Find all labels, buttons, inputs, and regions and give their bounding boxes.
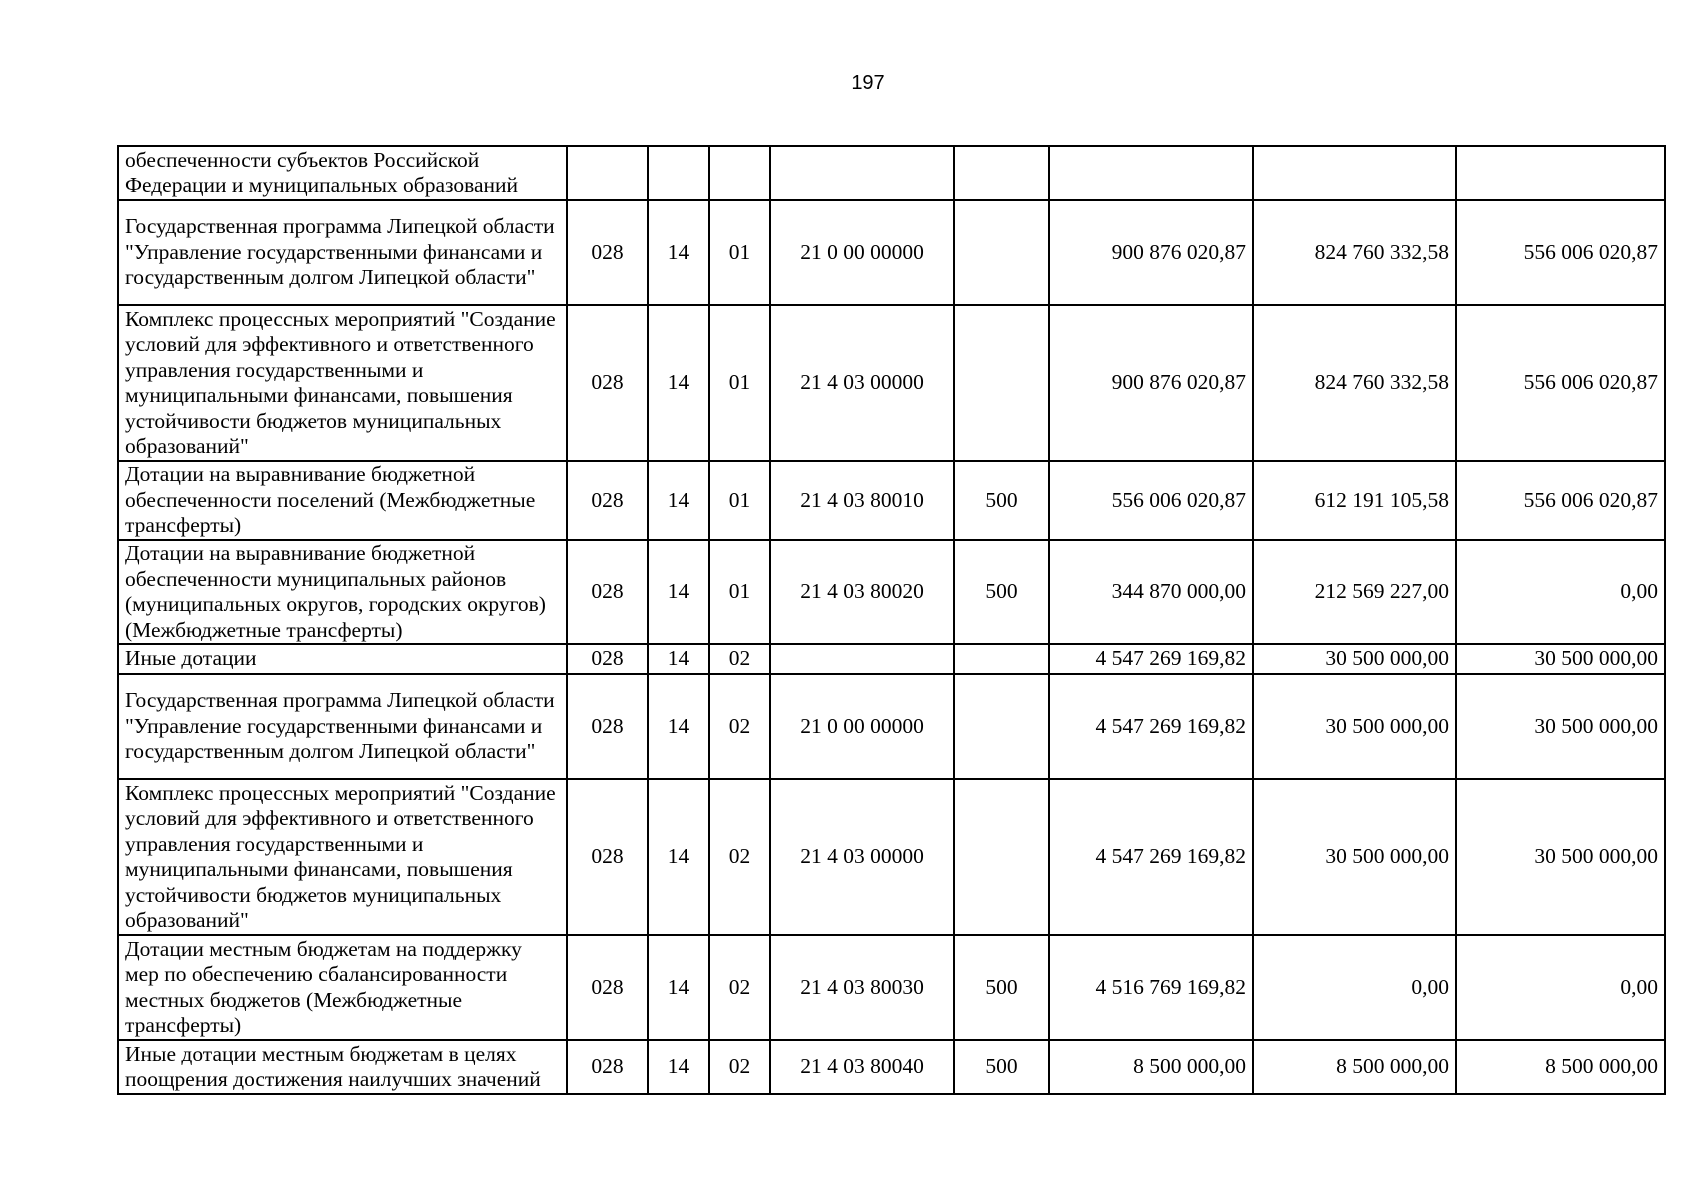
amount-year-1: 4 547 269 169,82 <box>1049 779 1253 935</box>
row-name: Иные дотации <box>118 644 567 674</box>
amount-year-2: 30 500 000,00 <box>1253 674 1456 779</box>
table-row <box>118 461 1665 540</box>
amount-year-2: 0,00 <box>1253 935 1456 1040</box>
expense-type-code <box>954 146 1049 200</box>
table-row <box>118 200 1665 305</box>
grbs-code: 028 <box>567 935 648 1040</box>
amount-year-1: 556 006 020,87 <box>1049 461 1253 540</box>
section-code: 14 <box>648 1040 709 1094</box>
section-code: 14 <box>648 540 709 644</box>
subsection-code <box>709 146 770 200</box>
section-code: 14 <box>648 779 709 935</box>
section-code: 14 <box>648 674 709 779</box>
grbs-code: 028 <box>567 540 648 644</box>
expense-type-code <box>954 305 1049 461</box>
expense-type-code <box>954 200 1049 305</box>
amount-year-2 <box>1253 146 1456 200</box>
target-article-code: 21 4 03 00000 <box>770 779 954 935</box>
amount-year-1: 900 876 020,87 <box>1049 200 1253 305</box>
amount-year-2: 30 500 000,00 <box>1253 779 1456 935</box>
section-code: 14 <box>648 305 709 461</box>
grbs-code: 028 <box>567 779 648 935</box>
table-row <box>118 540 1665 644</box>
amount-year-3: 556 006 020,87 <box>1456 200 1665 305</box>
amount-year-2: 824 760 332,58 <box>1253 305 1456 461</box>
section-code: 14 <box>648 935 709 1040</box>
amount-year-2: 30 500 000,00 <box>1253 644 1456 674</box>
amount-year-1: 344 870 000,00 <box>1049 540 1253 644</box>
target-article-code: 21 4 03 80040 <box>770 1040 954 1094</box>
target-article-code <box>770 644 954 674</box>
target-article-code: 21 0 00 00000 <box>770 200 954 305</box>
amount-year-1: 4 516 769 169,82 <box>1049 935 1253 1040</box>
subsection-code: 01 <box>709 200 770 305</box>
grbs-code: 028 <box>567 461 648 540</box>
grbs-code: 028 <box>567 674 648 779</box>
table-row <box>118 644 1665 674</box>
budget-table <box>117 145 1666 1095</box>
subsection-code: 02 <box>709 674 770 779</box>
row-name: Дотации на выравнивание бюджетной обеспеченности муниципальных районов (муниципальных округов, городских округов) (Межбюджетные трансферты) <box>118 540 567 644</box>
expense-type-code: 500 <box>954 935 1049 1040</box>
target-article-code <box>770 146 954 200</box>
table-row <box>118 935 1665 1040</box>
row-name: обеспеченности субъектов Российской Федерации и муниципальных образований <box>118 146 567 200</box>
target-article-code: 21 4 03 80010 <box>770 461 954 540</box>
amount-year-2: 612 191 105,58 <box>1253 461 1456 540</box>
table-row <box>118 1040 1665 1094</box>
subsection-code: 01 <box>709 540 770 644</box>
target-article-code: 21 0 00 00000 <box>770 674 954 779</box>
amount-year-3: 30 500 000,00 <box>1456 644 1665 674</box>
row-name: Иные дотации местным бюджетам в целях поощрения достижения наилучших значений <box>118 1040 567 1094</box>
row-name: Комплекс процессных мероприятий "Создание условий для эффективного и ответственного управления государственными и муниципальными финансами, повышения устойчивости бюджетов муниципальных образований" <box>118 305 567 461</box>
grbs-code: 028 <box>567 644 648 674</box>
subsection-code: 01 <box>709 461 770 540</box>
section-code: 14 <box>648 200 709 305</box>
target-article-code: 21 4 03 80030 <box>770 935 954 1040</box>
grbs-code: 028 <box>567 1040 648 1094</box>
section-code: 14 <box>648 644 709 674</box>
expense-type-code: 500 <box>954 461 1049 540</box>
subsection-code: 02 <box>709 644 770 674</box>
amount-year-3: 8 500 000,00 <box>1456 1040 1665 1094</box>
amount-year-1: 4 547 269 169,82 <box>1049 674 1253 779</box>
amount-year-1: 4 547 269 169,82 <box>1049 644 1253 674</box>
grbs-code: 028 <box>567 305 648 461</box>
row-name: Дотации местным бюджетам на поддержку мер по обеспечению сбалансированности местных бюджетов (Межбюджетные трансферты) <box>118 935 567 1040</box>
amount-year-3 <box>1456 146 1665 200</box>
expense-type-code: 500 <box>954 540 1049 644</box>
expense-type-code <box>954 779 1049 935</box>
subsection-code: 02 <box>709 779 770 935</box>
amount-year-1: 8 500 000,00 <box>1049 1040 1253 1094</box>
table-row <box>118 779 1665 935</box>
expense-type-code <box>954 644 1049 674</box>
table-row <box>118 674 1665 779</box>
amount-year-3: 0,00 <box>1456 540 1665 644</box>
amount-year-3: 556 006 020,87 <box>1456 461 1665 540</box>
expense-type-code <box>954 674 1049 779</box>
row-name: Государственная программа Липецкой области "Управление государственными финансами и государственным долгом Липецкой области" <box>118 200 567 305</box>
amount-year-3: 30 500 000,00 <box>1456 779 1665 935</box>
table-row <box>118 305 1665 461</box>
amount-year-1: 900 876 020,87 <box>1049 305 1253 461</box>
amount-year-2: 8 500 000,00 <box>1253 1040 1456 1094</box>
row-name: Комплекс процессных мероприятий "Создание условий для эффективного и ответственного управления государственными и муниципальными финансами, повышения устойчивости бюджетов муниципальных образований" <box>118 779 567 935</box>
table-row <box>118 146 1665 200</box>
section-code: 14 <box>648 461 709 540</box>
grbs-code <box>567 146 648 200</box>
section-code <box>648 146 709 200</box>
page-number: 197 <box>851 72 885 94</box>
subsection-code: 02 <box>709 1040 770 1094</box>
expense-type-code: 500 <box>954 1040 1049 1094</box>
row-name: Государственная программа Липецкой области "Управление государственными финансами и государственным долгом Липецкой области" <box>118 674 567 779</box>
amount-year-3: 30 500 000,00 <box>1456 674 1665 779</box>
amount-year-3: 556 006 020,87 <box>1456 305 1665 461</box>
grbs-code: 028 <box>567 200 648 305</box>
subsection-code: 02 <box>709 935 770 1040</box>
row-name: Дотации на выравнивание бюджетной обеспеченности поселений (Межбюджетные трансферты) <box>118 461 567 540</box>
target-article-code: 21 4 03 80020 <box>770 540 954 644</box>
target-article-code: 21 4 03 00000 <box>770 305 954 461</box>
amount-year-3: 0,00 <box>1456 935 1665 1040</box>
amount-year-1 <box>1049 146 1253 200</box>
amount-year-2: 824 760 332,58 <box>1253 200 1456 305</box>
subsection-code: 01 <box>709 305 770 461</box>
amount-year-2: 212 569 227,00 <box>1253 540 1456 644</box>
